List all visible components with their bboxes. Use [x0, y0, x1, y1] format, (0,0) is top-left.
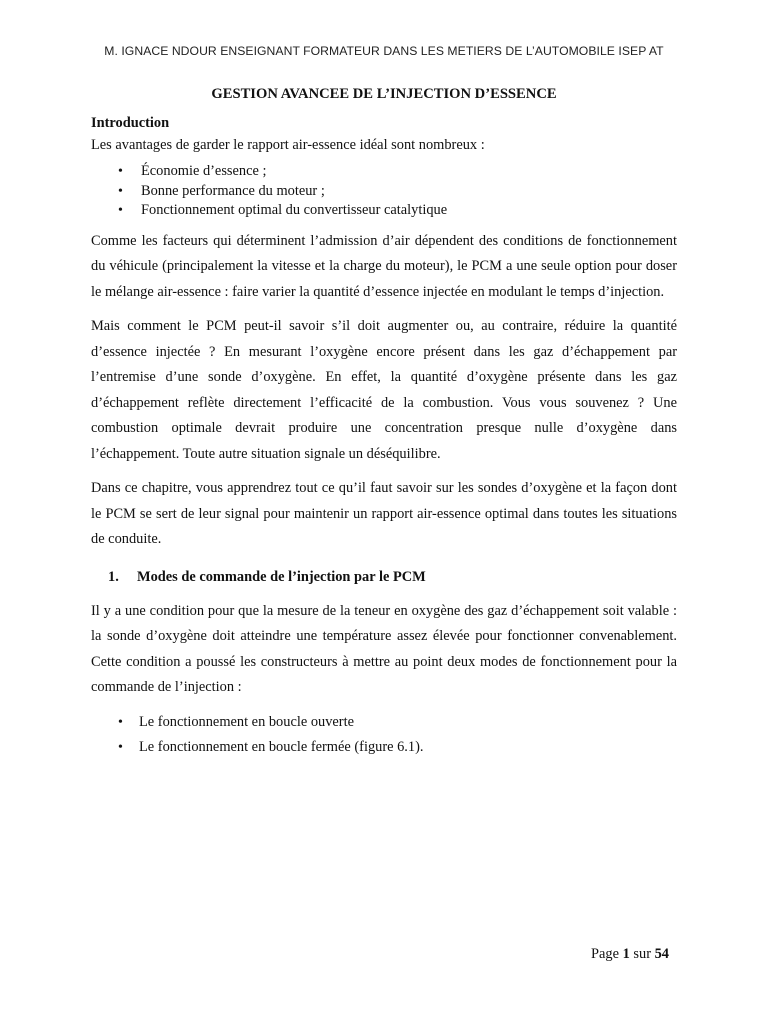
- modes-list: [91, 710, 677, 761]
- paragraph-2: Mais comment le PCM peut-il savoir s’il doit augmenter ou, au contraire, réduire la quantité d’essence injectée ? En mesurant l’oxygène encore présent dans les gaz d’échappement par l’entremise d’une sonde d’oxygène. En effet, la quantité d’oxygène présente dans les gaz d’échappement reflète directement l’efficacité de la combustion. Vous vous souvenez ? Une combustion optimale devrait produire une concentration presque nulle d’oxygène dans l’échappement. Toute autre situation signale un déséquilibre.: [91, 318, 677, 462]
- intro-lead: Les avantages de garder le rapport air-essence idéal sont nombreux :: [91, 137, 485, 153]
- section-1-paragraph: Il y a une condition pour que la mesure de la teneur en oxygène des gaz d’échappement soit valable : la sonde d’oxygène doit atteindre une température assez élevée pour fonctionner convenablement. Cette condition a poussé les constructeurs à mettre au point deux modes de fonctionnement pour la commande de l’injection :: [91, 602, 677, 695]
- list-item: • Économie d’essence ;: [91, 162, 677, 182]
- section-heading-1: [91, 567, 677, 587]
- list-item: • Bonne performance du moteur ;: [91, 182, 677, 202]
- total-pages: 54: [654, 946, 669, 962]
- page-header: M. IGNACE NDOUR ENSEIGNANT FORMATEUR DANS LES METIERS DE L’AUTOMOBILE ISEP AT: [104, 44, 664, 58]
- paragraph-3: Dans ce chapitre, vous apprendrez tout ce qu’il faut savoir sur les sondes d’oxygène et la façon dont le PCM se sert de leur signal pour maintenir un rapport air-essence optimal dans toutes les situations de conduite.: [91, 480, 677, 547]
- list-item: • Fonctionnement optimal du convertisseur catalytique: [91, 201, 677, 221]
- page-footer: [591, 946, 669, 963]
- document-title: GESTION AVANCEE DE L’INJECTION D’ESSENCE: [211, 86, 557, 102]
- section-number: 1.: [108, 568, 119, 585]
- paragraph-1: Comme les facteurs qui déterminent l’admission d’air dépendent des conditions de fonctionnement du véhicule (principalement la vitesse et la charge du moteur), le PCM a une seule option pour doser le mélange air-essence : faire varier la quantité d’essence injectée en modulant le temps d’injection.: [91, 232, 677, 300]
- list-item: • Le fonctionnement en boucle fermée (figure 6.1).: [91, 735, 677, 761]
- section-title: Modes de commande de l’injection par le PCM: [137, 568, 426, 585]
- page-label: Page: [591, 946, 619, 962]
- of-label: sur: [633, 946, 651, 962]
- advantages-list: [91, 162, 677, 221]
- document-body: [91, 84, 677, 761]
- page-number: 1: [622, 946, 630, 962]
- list-item: • Le fonctionnement en boucle ouverte: [91, 710, 677, 736]
- intro-heading: Introduction: [91, 115, 170, 131]
